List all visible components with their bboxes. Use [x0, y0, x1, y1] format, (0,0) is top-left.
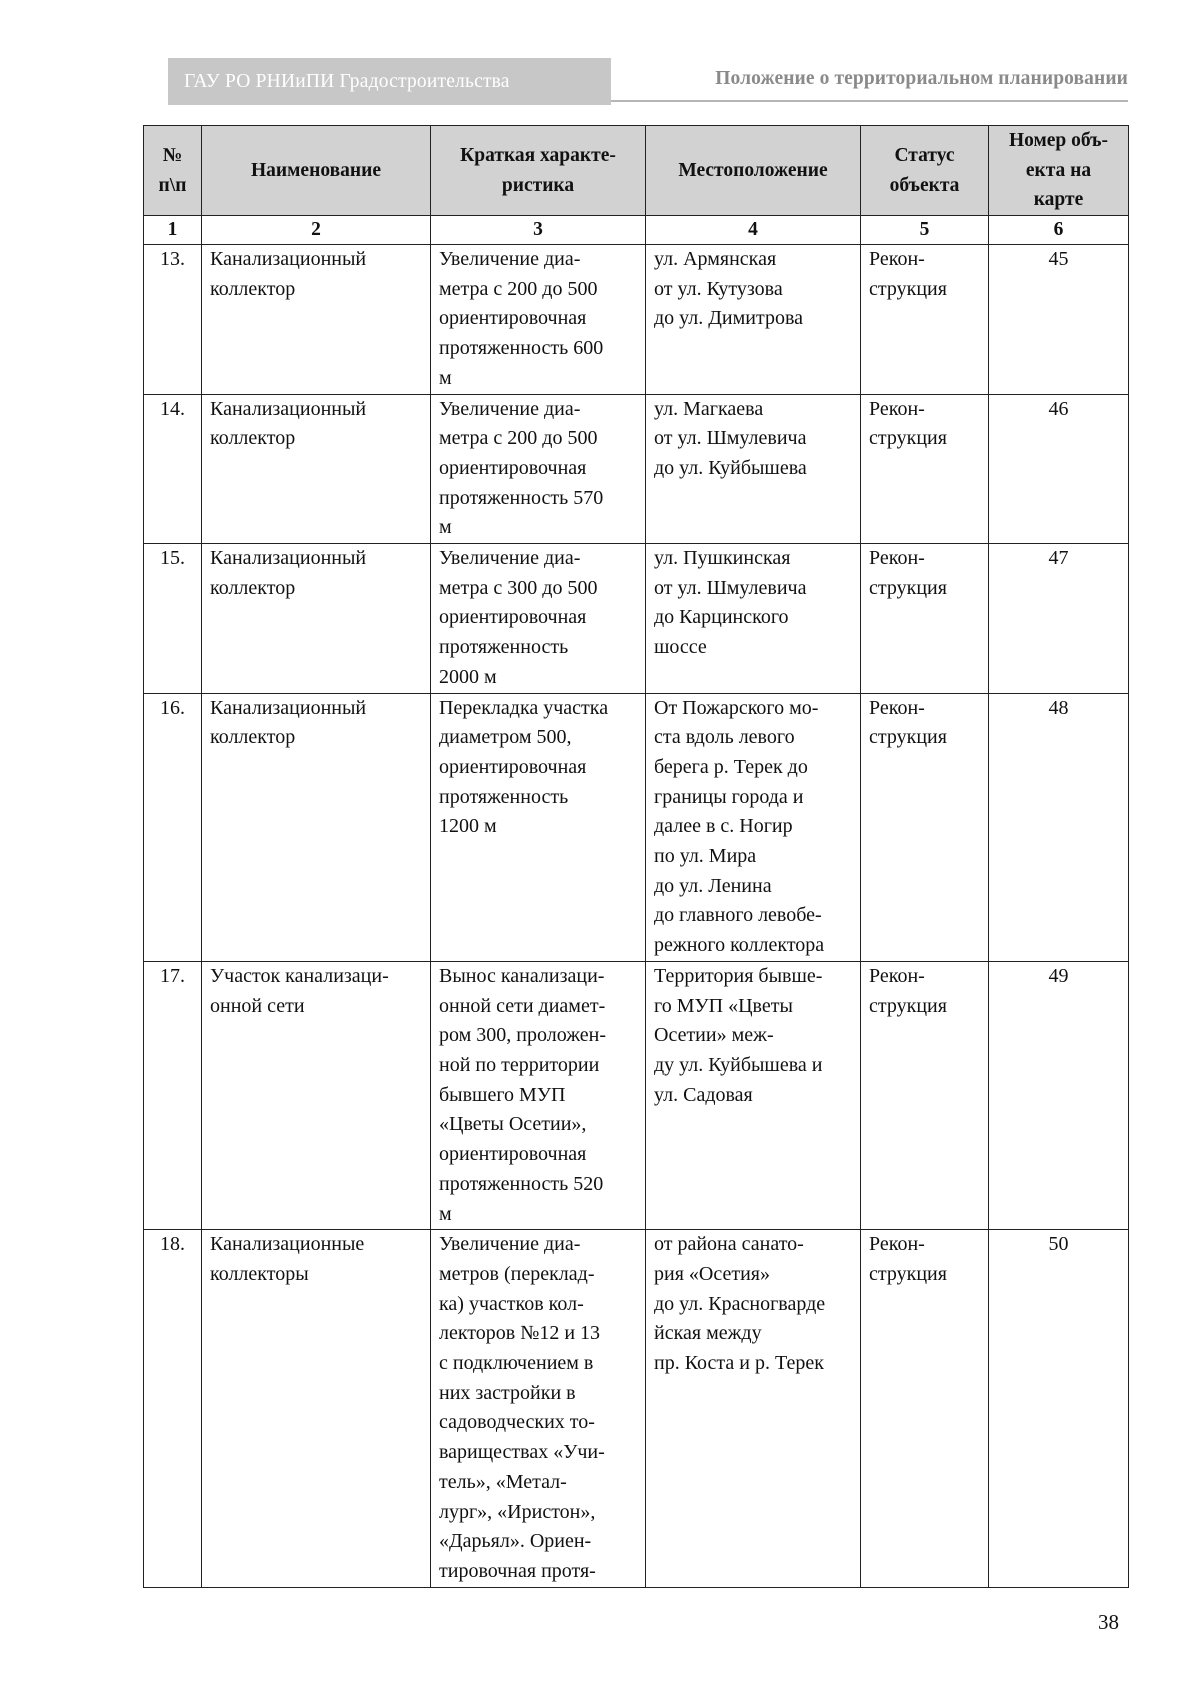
- cell-number: 13.: [144, 245, 202, 395]
- cell-number: 18.: [144, 1230, 202, 1587]
- cell-name-line: коллектор: [210, 726, 296, 749]
- cell-number: 14.: [144, 394, 202, 544]
- cell-location: [646, 693, 861, 961]
- cell-description-line: Увеличение диа-: [439, 248, 581, 270]
- cell-map-number: 47: [989, 544, 1129, 694]
- cell-name-line: Канализационный: [210, 547, 367, 570]
- column-header-line: объекта: [889, 174, 960, 196]
- cell-location-line: по ул. Мира: [654, 845, 757, 868]
- cell-location-line: рия «Осетия»: [654, 1262, 770, 1285]
- cell-map-number: 50: [989, 1230, 1129, 1587]
- cell-location-line: пр. Коста и р. Терек: [654, 1352, 824, 1375]
- cell-status-line: струкция: [869, 726, 947, 749]
- cell-map-number: 46: [989, 394, 1129, 544]
- cell-location-line: до Карцинского: [654, 606, 789, 629]
- cell-name-line: Канализационный: [210, 248, 367, 270]
- cell-description-line: ной по территории: [439, 1053, 600, 1076]
- cell-location-line: шоссе: [654, 636, 707, 659]
- header-organization: ГАУ РО РНИиПИ Градостроительства: [168, 58, 611, 105]
- cell-description-line: м: [439, 366, 452, 389]
- cell-description-line: вариществах «Учи-: [439, 1441, 605, 1464]
- cell-number: 17.: [144, 961, 202, 1229]
- table-row: [144, 693, 1129, 961]
- cell-status-line: струкция: [869, 1262, 947, 1285]
- cell-status-line: Рекон-: [869, 696, 925, 719]
- cell-name-line: коллектор: [210, 576, 296, 599]
- cell-description-line: с подключением в: [439, 1352, 594, 1375]
- cell-status: [861, 1230, 989, 1587]
- column-numbers-row: [144, 216, 1129, 245]
- column-header-line: Наименование: [251, 159, 381, 181]
- cell-name-line: онной сети: [210, 994, 305, 1017]
- cell-description: [431, 961, 646, 1229]
- cell-description-line: протяженность: [439, 785, 569, 808]
- cell-location-line: ста вдоль левого: [654, 726, 795, 749]
- cell-location-line: границы города и: [654, 785, 804, 808]
- cell-name-line: Участок канализаци-: [210, 964, 389, 987]
- column-header-line: Номер объ-: [1008, 130, 1109, 152]
- cell-name-line: коллектор: [210, 427, 296, 450]
- cell-description-line: ориентировочная: [439, 755, 587, 778]
- cell-description-line: метра с 300 до 500: [439, 576, 598, 599]
- cell-status: [861, 544, 989, 694]
- cell-description: [431, 245, 646, 395]
- cell-location: [646, 394, 861, 544]
- cell-description-line: ориентировочная: [439, 456, 587, 479]
- cell-description-line: «Цветы Осетии»,: [439, 1113, 587, 1136]
- column-header-line: карте: [1033, 189, 1084, 211]
- cell-status-line: струкция: [869, 427, 947, 450]
- cell-description-line: садоводческих то-: [439, 1411, 595, 1434]
- table-row: [144, 394, 1129, 544]
- cell-location: [646, 1230, 861, 1587]
- cell-name: [202, 693, 431, 961]
- cell-location-line: от района санато-: [654, 1233, 804, 1256]
- cell-description-line: ка) участков кол-: [439, 1292, 584, 1315]
- column-header-name: [202, 126, 431, 216]
- planning-table: [143, 125, 1129, 1588]
- cell-name: [202, 961, 431, 1229]
- cell-description-line: ориентировочная: [439, 307, 587, 330]
- cell-location-line: йская между: [654, 1322, 762, 1345]
- cell-description-line: Вынос канализаци-: [439, 964, 605, 987]
- table-body: [144, 245, 1129, 1588]
- cell-location-line: от ул. Шмулевича: [654, 427, 807, 450]
- column-number: 3: [431, 216, 646, 245]
- cell-description-line: Перекладка участка: [439, 696, 609, 719]
- cell-description-line: протяженность 520: [439, 1172, 604, 1195]
- table-row: [144, 544, 1129, 694]
- column-header-map-number: [989, 126, 1129, 216]
- table-row: [144, 245, 1129, 395]
- cell-description-line: «Дарьял». Ориен-: [439, 1530, 592, 1553]
- cell-description-line: метра с 200 до 500: [439, 277, 598, 300]
- cell-description-line: ориентировочная: [439, 606, 587, 629]
- cell-number: 16.: [144, 693, 202, 961]
- cell-status-line: Рекон-: [869, 397, 925, 420]
- cell-description-line: протяженность: [439, 636, 569, 659]
- cell-location-line: до ул. Красногварде: [654, 1292, 826, 1315]
- cell-name-line: Канализационные: [210, 1233, 365, 1256]
- cell-description-line: тировочная протя-: [439, 1559, 596, 1582]
- cell-description-line: протяженность 570: [439, 486, 604, 509]
- cell-name: [202, 394, 431, 544]
- cell-status-line: Рекон-: [869, 547, 925, 570]
- column-header-line: Местоположение: [678, 159, 828, 181]
- cell-description-line: 1200 м: [439, 815, 497, 838]
- cell-location-line: от ул. Шмулевича: [654, 576, 807, 599]
- cell-location: [646, 245, 861, 395]
- cell-map-number: 45: [989, 245, 1129, 395]
- cell-description-line: 2000 м: [439, 665, 497, 688]
- header-rule: [611, 100, 1128, 102]
- cell-description-line: м: [439, 1202, 452, 1225]
- page-number: 38: [1098, 1610, 1119, 1634]
- cell-name-line: коллектор: [210, 277, 296, 300]
- cell-location-line: Территория бывше-: [654, 964, 823, 987]
- cell-location-line: до ул. Ленина: [654, 874, 772, 897]
- cell-location-line: ул. Магкаева: [654, 397, 764, 420]
- cell-location-line: режного коллектора: [654, 934, 825, 957]
- cell-status-line: Рекон-: [869, 964, 925, 987]
- cell-name: [202, 1230, 431, 1587]
- cell-location-line: го МУП «Цветы: [654, 994, 793, 1017]
- cell-location-line: От Пожарского мо-: [654, 696, 819, 719]
- cell-description-line: онной сети диамет-: [439, 994, 606, 1017]
- cell-location-line: до главного левобе-: [654, 904, 822, 927]
- table-row: [144, 1230, 1129, 1587]
- cell-location-line: до ул. Куйбышева: [654, 456, 807, 479]
- cell-description: [431, 544, 646, 694]
- cell-location-line: ул. Армянская: [654, 248, 777, 270]
- cell-description: [431, 394, 646, 544]
- cell-location: [646, 544, 861, 694]
- cell-description-line: Увеличение диа-: [439, 397, 581, 420]
- cell-description-line: них застройки в: [439, 1381, 576, 1404]
- column-header-line: №: [162, 145, 183, 166]
- cell-description-line: диаметром 500,: [439, 726, 572, 749]
- cell-status-line: струкция: [869, 576, 947, 599]
- column-header-status: [861, 126, 989, 216]
- cell-description-line: Увеличение диа-: [439, 547, 581, 570]
- cell-description: [431, 693, 646, 961]
- column-number: 5: [861, 216, 989, 245]
- cell-status-line: струкция: [869, 277, 947, 300]
- table-row: [144, 961, 1129, 1229]
- cell-description: [431, 1230, 646, 1587]
- cell-map-number: 49: [989, 961, 1129, 1229]
- cell-location: [646, 961, 861, 1229]
- column-number: 6: [989, 216, 1129, 245]
- column-header-description: [431, 126, 646, 216]
- cell-name-line: Канализационный: [210, 397, 367, 420]
- column-number: 4: [646, 216, 861, 245]
- column-header-line: Краткая характе-: [460, 145, 616, 166]
- column-header-line: Статус: [894, 145, 955, 166]
- cell-location-line: ул. Садовая: [654, 1083, 753, 1106]
- cell-name-line: Канализационный: [210, 696, 367, 719]
- cell-description-line: бывшего МУП: [439, 1083, 566, 1106]
- cell-name: [202, 245, 431, 395]
- cell-description-line: ориентировочная: [439, 1143, 587, 1166]
- cell-location-line: до ул. Димитрова: [654, 307, 804, 330]
- column-header-line: ристика: [501, 174, 575, 196]
- cell-status: [861, 394, 989, 544]
- cell-status: [861, 693, 989, 961]
- column-header-number: [144, 126, 202, 216]
- cell-description-line: м: [439, 516, 452, 539]
- column-header-location: [646, 126, 861, 216]
- header-document-title: Положение о территориальном планировании: [715, 68, 1128, 89]
- cell-description-line: ром 300, проложен-: [439, 1024, 606, 1047]
- cell-description-line: тель», «Метал-: [439, 1470, 567, 1493]
- cell-description-line: Увеличение диа-: [439, 1233, 581, 1256]
- cell-description-line: метра с 200 до 500: [439, 427, 598, 450]
- table-header-row: [144, 126, 1129, 216]
- cell-status-line: Рекон-: [869, 248, 925, 270]
- cell-location-line: берега р. Терек до: [654, 755, 808, 778]
- cell-name: [202, 544, 431, 694]
- cell-description-line: лекторов №12 и 13: [439, 1322, 601, 1345]
- cell-location-line: ул. Пушкинская: [654, 547, 791, 570]
- cell-location-line: ду ул. Куйбышева и: [654, 1053, 823, 1076]
- cell-name-line: коллекторы: [210, 1262, 309, 1285]
- cell-description-line: лург», «Иристон»,: [439, 1500, 596, 1523]
- column-number: 1: [144, 216, 202, 245]
- cell-location-line: от ул. Кутузова: [654, 277, 783, 300]
- cell-status-line: Рекон-: [869, 1233, 925, 1256]
- cell-status: [861, 961, 989, 1229]
- column-header-line: екта на: [1025, 159, 1092, 181]
- cell-status: [861, 245, 989, 395]
- column-header-line: п\п: [158, 174, 187, 196]
- cell-map-number: 48: [989, 693, 1129, 961]
- cell-location-line: Осетии» меж-: [654, 1024, 774, 1047]
- cell-description-line: метров (переклад-: [439, 1262, 595, 1285]
- column-number: 2: [202, 216, 431, 245]
- cell-status-line: струкция: [869, 994, 947, 1017]
- cell-number: 15.: [144, 544, 202, 694]
- cell-location-line: далее в с. Ногир: [654, 815, 793, 838]
- cell-description-line: протяженность 600: [439, 337, 604, 360]
